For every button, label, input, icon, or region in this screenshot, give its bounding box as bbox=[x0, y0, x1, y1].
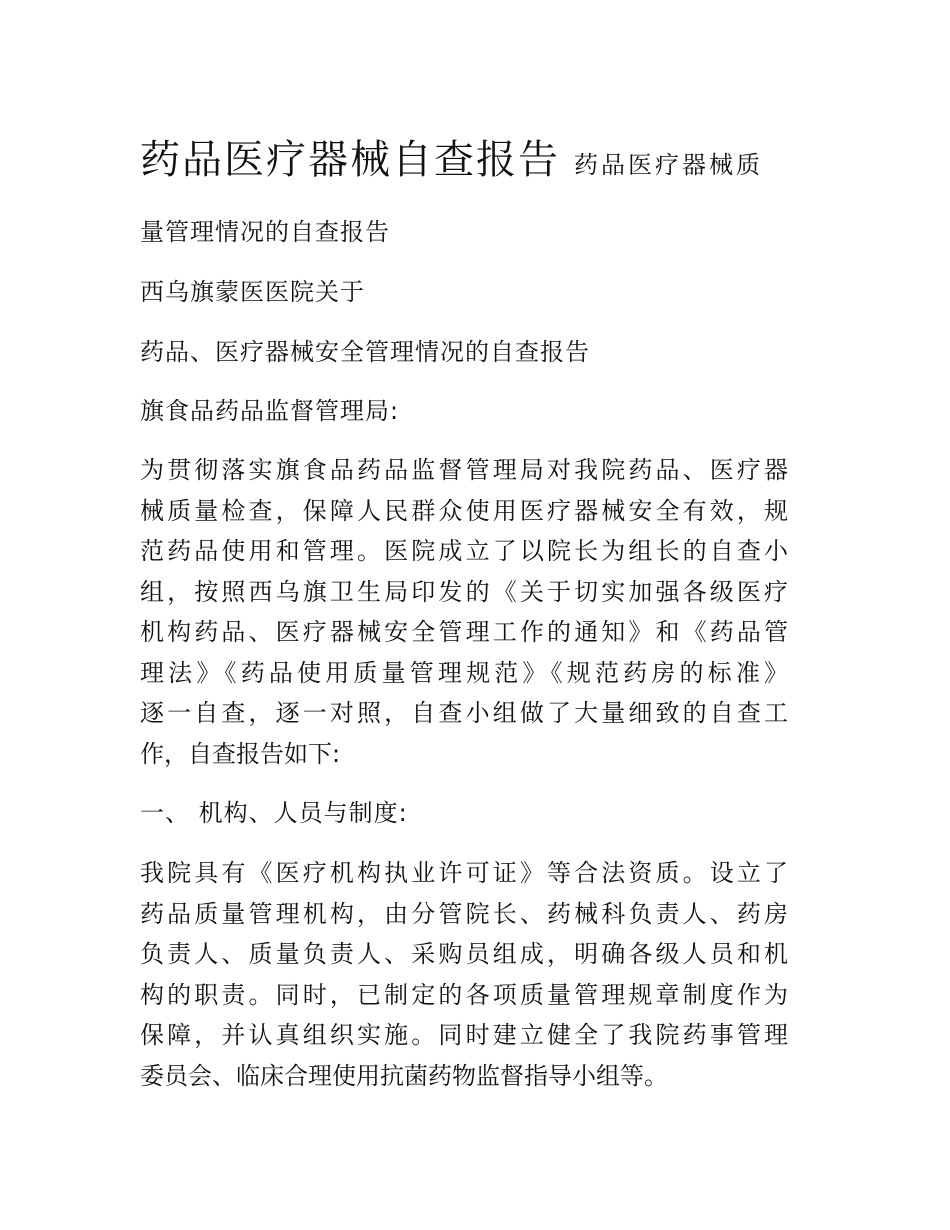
report-title: 药品、医疗器械安全管理情况的自查报告 bbox=[140, 338, 590, 366]
paragraph-line: 构的职责。同时，已制定的各项质量管理规章制度作为 bbox=[140, 980, 788, 1009]
paragraph-line: 负责人、质量负责人、采购员组成，明确各级人员和机 bbox=[140, 940, 788, 968]
paragraph-section1 bbox=[140, 853, 800, 1096]
paragraph-intro bbox=[140, 450, 800, 774]
title-tail: 药品医疗器械质 bbox=[574, 151, 763, 179]
paragraph-line: 机构药品、医疗器械安全管理工作的通知》和《药品管 bbox=[140, 618, 788, 646]
paragraph-line: 范药品使用和管理。医院成立了以院长为组长的自查小 bbox=[140, 537, 788, 565]
document-title bbox=[140, 128, 830, 185]
paragraph-line: 组，按照西乌旗卫生局印发的《关于切实加强各级医疗 bbox=[140, 577, 788, 606]
paragraph-line: 我院具有《医疗机构执业许可证》等合法资质。设立了 bbox=[140, 859, 788, 887]
subtitle-continuation: 量管理情况的自查报告 bbox=[140, 218, 390, 246]
paragraph-line: 保障，并认真组织实施。同时建立健全了我院药事管理 bbox=[140, 1021, 788, 1049]
paragraph-line: 械质量检查，保障人民群众使用医疗器械安全有效，规 bbox=[140, 496, 788, 525]
title-main: 药品医疗器械自查报告 bbox=[140, 137, 560, 183]
paragraph-line: 理法》《药品使用质量管理规范》《规范药房的标准》 bbox=[140, 658, 788, 687]
paragraph-line: 作，自查报告如下: bbox=[140, 739, 341, 768]
paragraph-line: 逐一自查，逐一对照，自查小组做了大量细致的自查工 bbox=[140, 699, 788, 727]
addressee-line: 旗食品药品监督管理局: bbox=[140, 397, 400, 425]
hospital-line: 西乌旗蒙医医院关于 bbox=[140, 278, 365, 306]
section-heading: 一、 机构、人员与制度: bbox=[140, 799, 408, 827]
paragraph-line: 为贯彻落实旗食品药品监督管理局对我院药品、医疗器 bbox=[140, 456, 788, 484]
paragraph-line: 药品质量管理机构，由分管院长、药械科负责人、药房 bbox=[140, 899, 788, 928]
paragraph-line: 委员会、临床合理使用抗菌药物监督指导小组等。 bbox=[140, 1061, 668, 1090]
